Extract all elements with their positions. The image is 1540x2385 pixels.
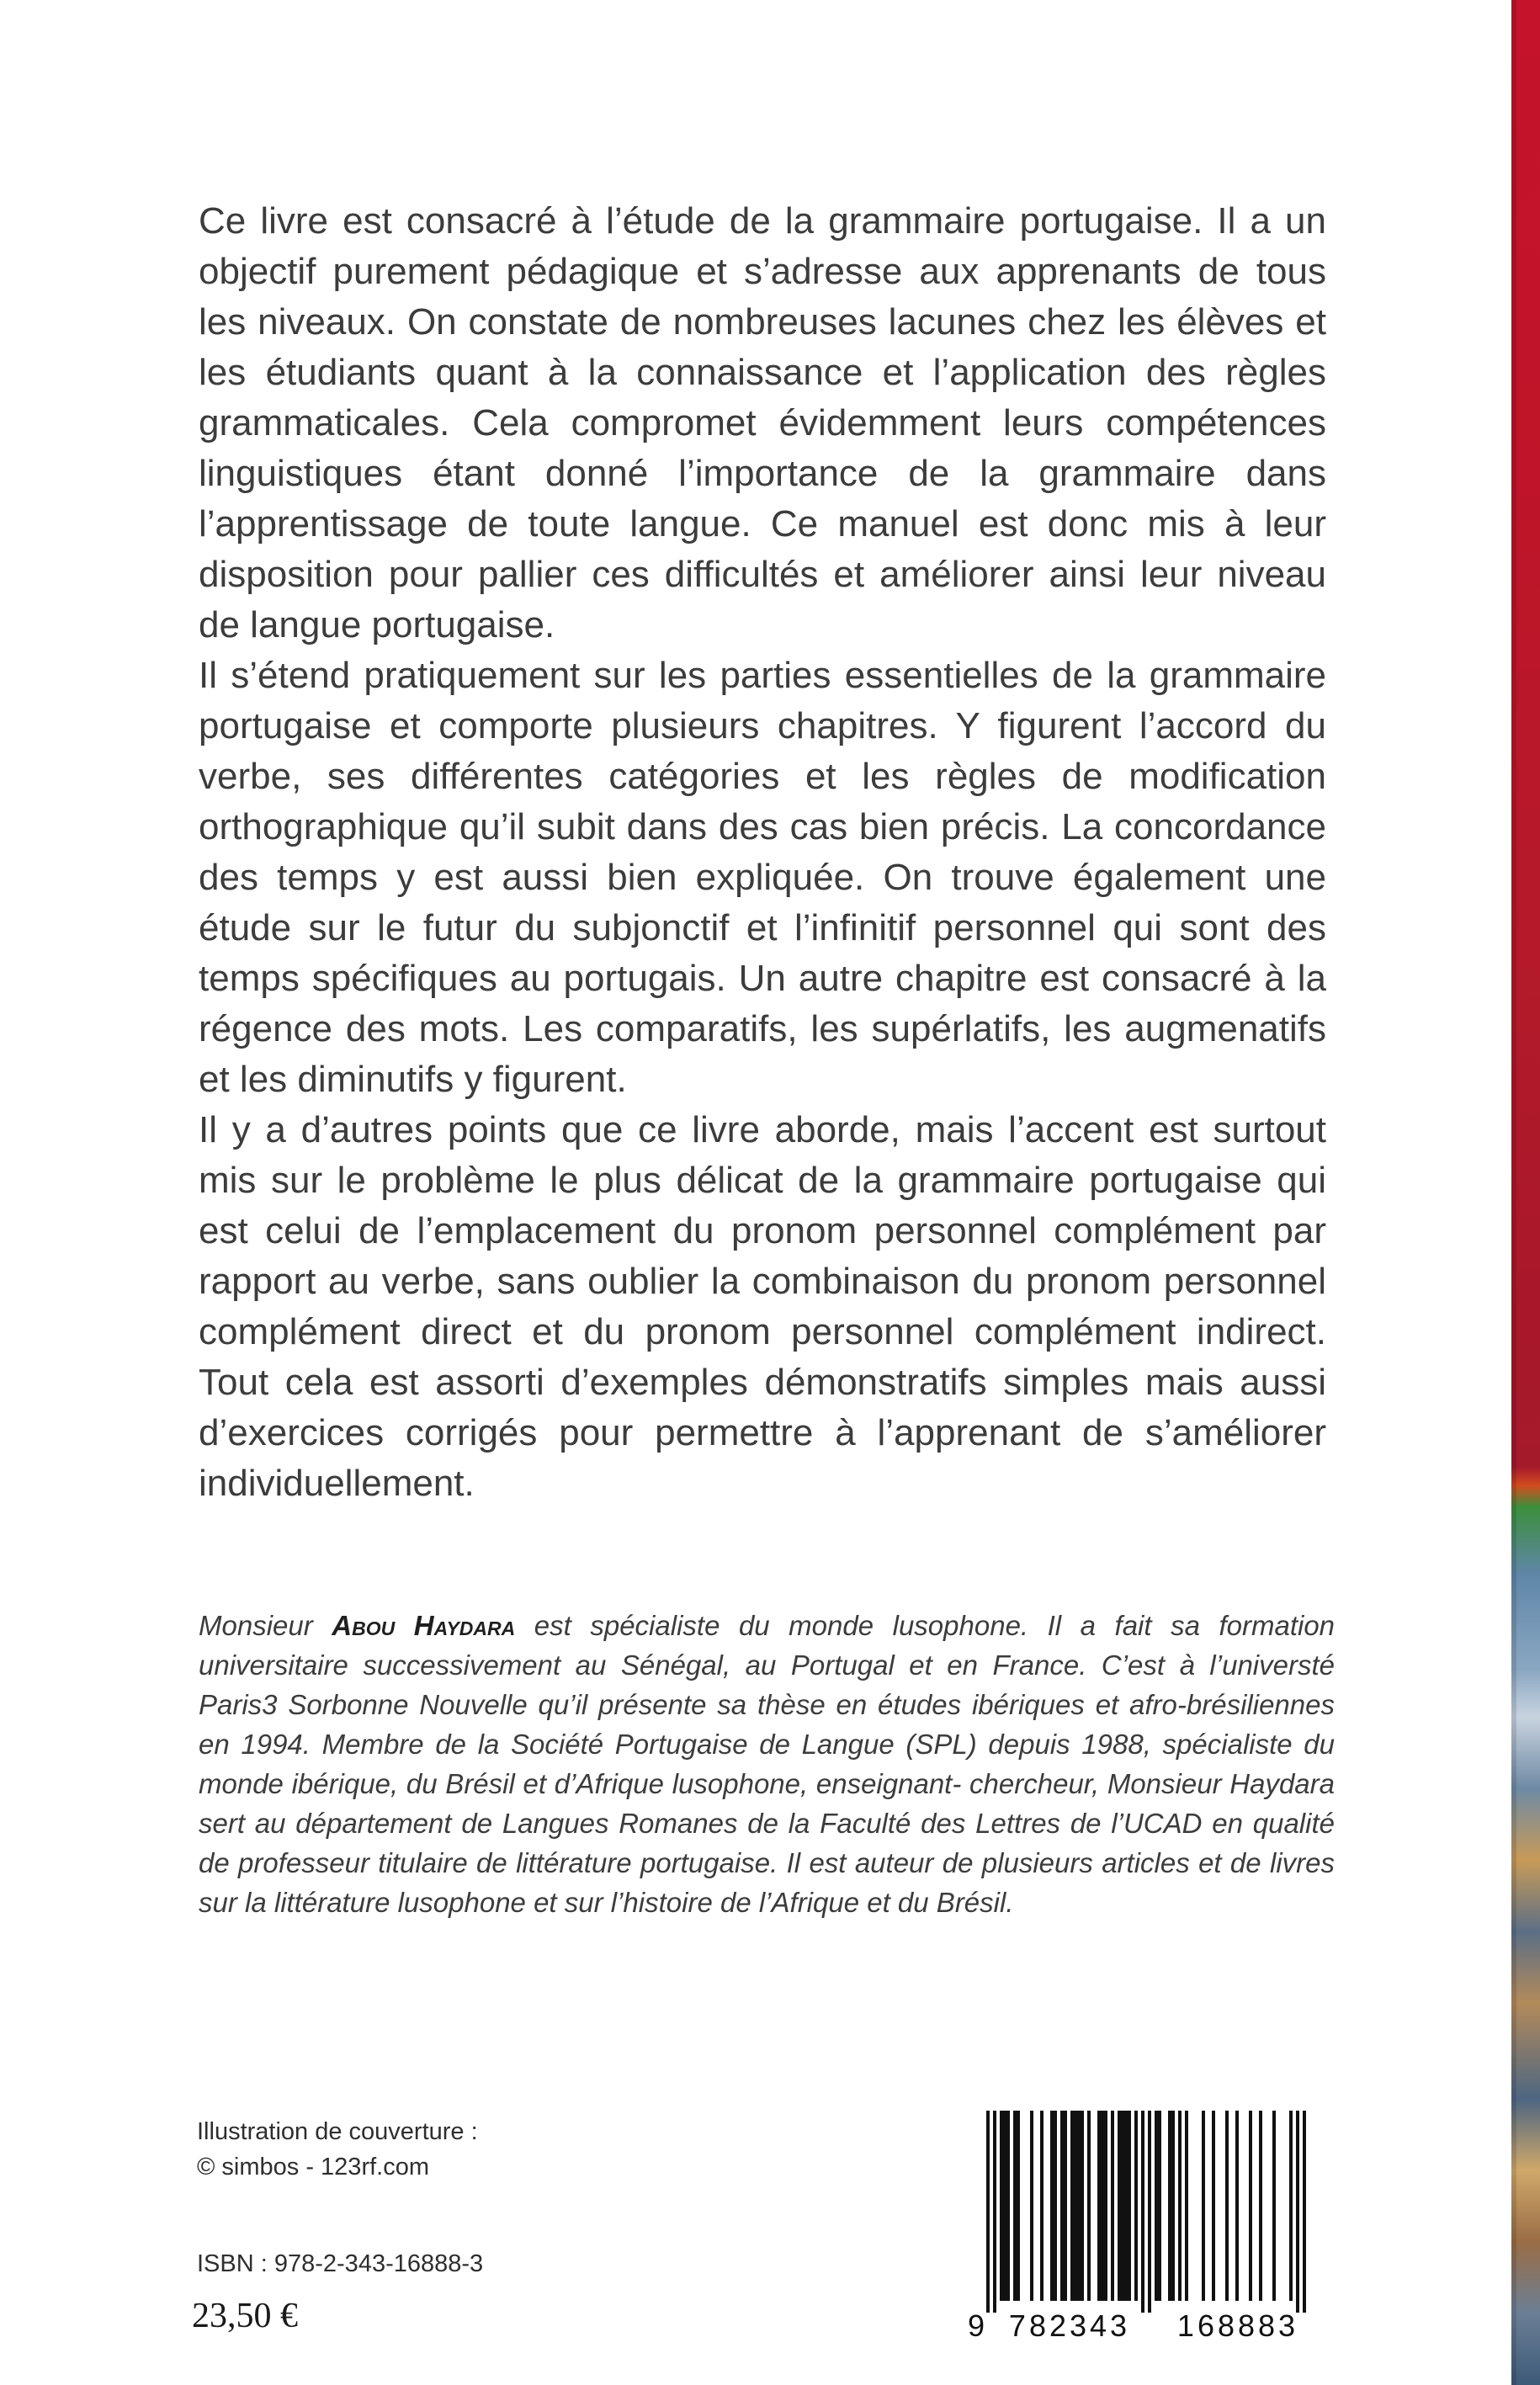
barcode-bar [1128, 2111, 1131, 2301]
barcode-bar [1171, 2111, 1175, 2301]
barcode-bar [1225, 2111, 1229, 2301]
barcode-bar [1030, 2111, 1033, 2301]
barcode-digits [968, 2309, 1318, 2343]
barcode-bar [1050, 2111, 1054, 2301]
barcode-bar [1040, 2111, 1043, 2301]
barcode-bar [1097, 2111, 1101, 2301]
barcode-bar [1212, 2111, 1215, 2301]
blurb-paragraph-3: Il y a d’autres points que ce livre aborde, mais l’accent est surtout mis sur le problème le plus délicat de la grammaire portugaise qui est celui de l’emplacement du pronom personnel complément par rapport au verbe, sans oublier la combinaison du pronom personnel complément direct et du pronom personnel complément indirect. Tout cela est assorti d’exemples démonstratifs simples mais aussi d’exercices corrigés pour permettre à l’apprenant de s’améliorer individuellement. [199, 1109, 1326, 1504]
barcode-bar [1124, 2111, 1128, 2301]
barcode [968, 2111, 1318, 2343]
back-cover-blurb [199, 196, 1326, 1509]
barcode-bar [1289, 2111, 1293, 2301]
barcode-bar [1104, 2111, 1107, 2301]
barcode-right-group: 168883 [1176, 2308, 1299, 2343]
barcode-guard-bar [1296, 2111, 1299, 2313]
barcode-bar [1060, 2111, 1064, 2301]
barcode-bar [1081, 2111, 1084, 2301]
barcode-bar [1121, 2111, 1124, 2301]
author-name: Abou Haydara [332, 1610, 516, 1641]
barcode-bar [1054, 2111, 1057, 2301]
barcode-bar [1101, 2111, 1104, 2301]
barcode-bar [1003, 2111, 1006, 2301]
author-bio-text: est spécialiste du monde lusophone. Il a fait sa formation universitaire successivement au Sénégal, au Portugal et en France. C’est à l’universté Paris3 Sorbonne Nouvelle qu’il présente sa thèse en études ibériques et afro-brésiliennes en 1994. Membre de la Société Portugaise de Langue (SPL) depuis 1988, spécialiste du monde ibérique, du Brésil et d’Afrique lusophone, enseignant- chercheur, Monsieur Haydara sert au département de Langues Romanes de la Faculté des Lettres de l’UCAD en qualité de professeur titulaire de littérature portugaise. Il est auteur de plusieurs articles et de livres sur la littérature lusophone et sur l’histoire de l’Afrique et du Brésil. [199, 1610, 1336, 1918]
barcode-bars [968, 2111, 1318, 2313]
barcode-bar [1064, 2111, 1067, 2301]
barcode-bar [1118, 2111, 1121, 2301]
barcode-bar [1111, 2111, 1114, 2301]
barcode-bar [1070, 2111, 1074, 2301]
barcode-bar [1155, 2111, 1158, 2301]
isbn-number: ISBN : 978-2-343-16888-3 [197, 2250, 484, 2277]
blurb-paragraph-2: Il s’étend pratiquement sur les parties essentielles de la grammaire portugaise et comporte plusieurs chapitres. Y figurent l’accord du verbe, ses différentes catégories et les règles de modification orthographique qu’il subit dans des cas bien précis. La concordance des temps y est aussi bien expliquée. On trouve également une étude sur le futur du subjonctif et l’infinitif personnel qui sont des temps spécifiques au portugais. Un autre chapitre est consacré à la régence des mots. Les comparatifs, les supérlatifs, les augmenatifs et les diminutifs y figurent. [199, 655, 1326, 1100]
blurb-paragraph-1: Ce livre est consacré à l’étude de la grammaire portugaise. Il a un objectif purement pédagique et s’adresse aux apprenants de tous les niveaux. On constate de nombreuses lacunes chez les élèves et les étudiants quant à la connaissance et l’application des règles grammaticales. Cela compromet évidemment leurs compétences linguistiques étant donné l’importance de la grammaire dans l’apprentissage de toute langue. Ce manuel est donc mis à leur disposition pour pallier ces difficultés et améliorer ainsi leur niveau de langue portugaise. [199, 200, 1326, 645]
barcode-bar [1272, 2111, 1276, 2301]
barcode-bar [1134, 2111, 1138, 2301]
author-bio-prefix: Monsieur [199, 1610, 332, 1641]
barcode-bar [1235, 2111, 1239, 2301]
credits-line-1: Illustration de couverture : [197, 2118, 478, 2145]
barcode-bar [1249, 2111, 1252, 2301]
barcode-left-group: 782343 [1008, 2308, 1131, 2343]
barcode-guard-bar [1141, 2111, 1144, 2313]
barcode-bar [1013, 2111, 1017, 2301]
credits-line-2: © simbos - 123rf.com [197, 2154, 429, 2180]
barcode-bar [1168, 2111, 1171, 2301]
barcode-bar [1077, 2111, 1081, 2301]
author-bio [199, 1606, 1335, 1922]
cover-edge-strip [1511, 0, 1540, 2385]
barcode-guard-bar [1148, 2111, 1151, 2313]
barcode-bar [1158, 2111, 1161, 2301]
barcode-bar [1178, 2111, 1182, 2301]
barcode-first-digit: 9 [968, 2308, 985, 2343]
barcode-bar [1000, 2111, 1003, 2301]
barcode-bar [1074, 2111, 1077, 2301]
cover-illustration-credits [197, 2114, 478, 2185]
barcode-guard-bar [1303, 2111, 1306, 2313]
barcode-bar [1185, 2111, 1188, 2301]
barcode-bar [1259, 2111, 1262, 2301]
barcode-bar [1006, 2111, 1010, 2301]
price: 23,50 € [192, 2297, 298, 2335]
barcode-bar [1087, 2111, 1091, 2301]
barcode-guard-bar [986, 2111, 990, 2313]
barcode-bar [1202, 2111, 1205, 2301]
barcode-bar [1017, 2111, 1020, 2301]
barcode-guard-bar [993, 2111, 996, 2313]
